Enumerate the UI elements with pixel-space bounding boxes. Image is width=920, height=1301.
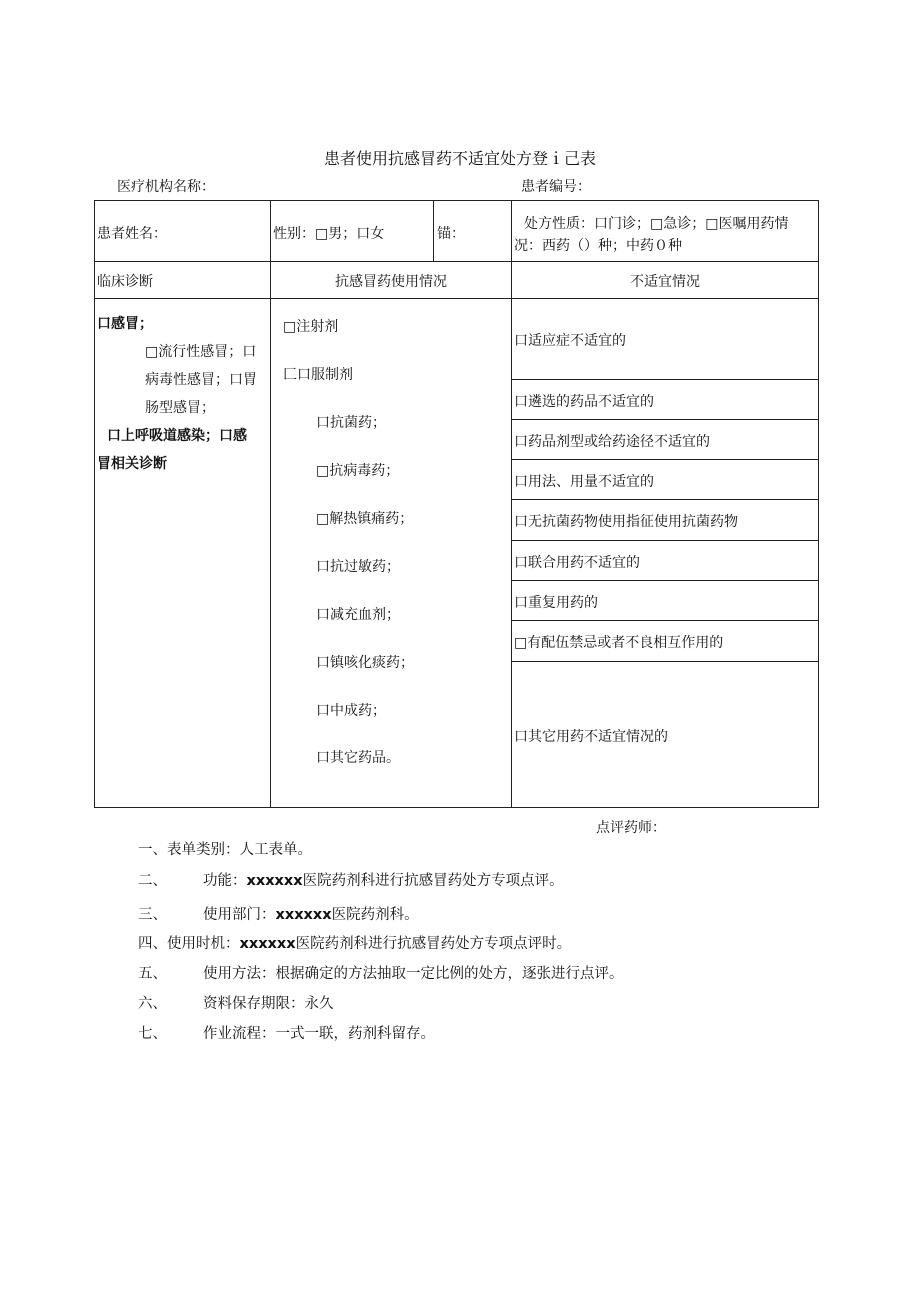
note-7: 七、 作业流程：一式一联，药剂科留存。	[138, 1026, 435, 1042]
patient-number-label: 患者编号：	[521, 179, 591, 195]
usage-injection: □注射剂	[283, 319, 339, 335]
reviewer-label: 点评药师：	[596, 820, 666, 836]
usage-header: 抗感冒药使用情况	[335, 274, 447, 290]
row-divider	[511, 499, 819, 500]
diag-cold-sub: □流行性感冒；口	[145, 344, 257, 360]
note-2: 二、 功能：xxxxxx医院药剂科进行抗感冒药处方专项点评。	[138, 873, 564, 889]
note-5: 五、 使用方法：根据确定的方法抽取一定比例的处方，逐张进行点评。	[138, 966, 624, 982]
row-divider	[511, 580, 819, 581]
row-divider	[94, 298, 819, 299]
page-title: 患者使用抗感冒药不适宜处方登ｉ己表	[323, 149, 596, 168]
col-divider	[433, 200, 434, 261]
diag-uri: 口上呼吸道感染；口感	[107, 428, 247, 444]
row-divider	[511, 419, 819, 420]
issue-item: 口联合用药不适宜的	[514, 555, 640, 571]
row-divider	[511, 661, 819, 662]
rx-nature-line1: 处方性质：口门诊；□急诊；□医嘱用药情	[524, 216, 789, 232]
row-divider	[511, 540, 819, 541]
institution-label: 医疗机构名称：	[117, 179, 215, 195]
issue-item: 口重复用药的	[514, 595, 598, 611]
row-divider	[94, 261, 819, 262]
issue-item: 口用法、用量不适宜的	[514, 474, 654, 490]
row-divider	[511, 459, 819, 460]
issues-header: 不适宜情况	[630, 274, 700, 290]
diagnosis-list	[97, 310, 267, 478]
issue-item: 口无抗菌药物使用指征使用抗菌药物	[514, 514, 738, 530]
note-6: 六、 资料保存期限：永久	[138, 996, 334, 1012]
col-divider	[270, 200, 271, 808]
gender-options: 性别：□男；口女	[273, 226, 385, 242]
note-3: 三、 使用部门：xxxxxx医院药剂科。	[138, 907, 419, 923]
issue-item: 口遴选的药品不适宜的	[514, 394, 654, 410]
diag-cold-sub: 肠型感冒；	[145, 400, 215, 416]
issue-item: 口药品剂型或给药途径不适宜的	[514, 434, 710, 450]
usage-item: 口抗过敏药；	[316, 559, 400, 575]
form-table	[94, 200, 819, 808]
diag-cold-sub: 病毒性感冒；口胃	[145, 372, 257, 388]
patient-name-label: 患者姓名：	[97, 226, 167, 242]
usage-item: 口抗菌药；	[316, 415, 386, 431]
diag-cold: 口感冒；	[97, 316, 153, 332]
row-divider	[511, 620, 819, 621]
usage-item: □解热镇痛药；	[316, 511, 414, 527]
usage-item: 口减充血剂；	[316, 607, 400, 623]
issue-item: 口其它用药不适宜情况的	[514, 729, 668, 745]
usage-item: 口中成药；	[316, 703, 386, 719]
rx-nature-line2: 况：西药（）种；中药０种	[514, 238, 682, 254]
note-4: 四、使用时机：xxxxxx医院药剂科进行抗感冒药处方专项点评时。	[138, 936, 572, 952]
age-label: 锚：	[437, 226, 465, 242]
usage-item: □抗病毒药；	[316, 463, 400, 479]
usage-oral: 匚口服制剂	[283, 367, 353, 383]
usage-item: 口镇咳化痰药；	[316, 655, 414, 671]
issue-item: □有配伍禁忌或者不良相互作用的	[514, 635, 724, 651]
note-1: 一、表单类别：人工表单。	[138, 842, 312, 858]
issue-item: 口适应症不适宜的	[514, 333, 626, 349]
col-divider	[511, 200, 512, 808]
diagnosis-header: 临床诊断	[97, 274, 153, 290]
row-divider	[511, 379, 819, 380]
usage-item: 口其它药品。	[316, 750, 400, 766]
diag-uri-cont: 冒相关诊断	[97, 456, 167, 472]
